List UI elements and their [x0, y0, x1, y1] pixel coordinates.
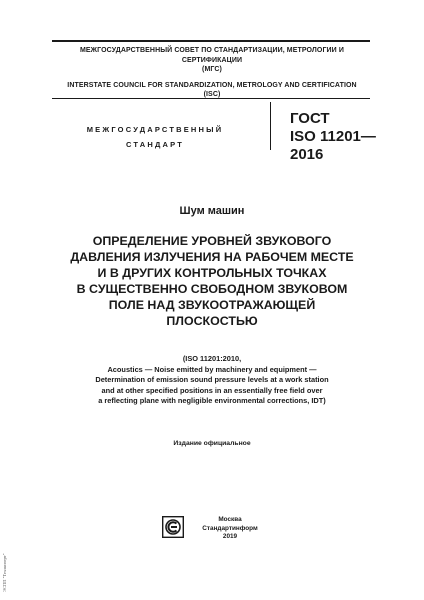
council-en: INTERSTATE COUNCIL FOR STANDARDIZATION, METROLOGY AND CERTIFICATION — [67, 81, 357, 89]
gost-line3: 2016 — [290, 146, 324, 163]
gost-line2: ISO 11201— — [290, 128, 376, 145]
standard-type-line2: СТАНДАРТ — [125, 140, 184, 149]
title-ru-line: ПОЛЕ НАД ЗВУКООТРАЖАЮЩЕЙ — [108, 298, 316, 312]
title-english — [40, 354, 384, 407]
council-header — [50, 46, 374, 100]
publisher-info — [200, 516, 260, 542]
title-russian — [50, 233, 374, 329]
title-ru-line: ПЛОСКОСТЬЮ — [166, 314, 258, 328]
title-ru-line: ДАВЛЕНИЯ ИЗЛУЧЕНИЯ НА РАБОЧЕМ МЕСТЕ — [70, 250, 354, 264]
publisher-name: Стандартинформ — [202, 524, 258, 532]
title-en-line: Determination of emission sound pressure levels at a work station — [95, 375, 329, 384]
top-rule — [52, 40, 370, 42]
gost-designation — [290, 110, 400, 164]
gost-line1: ГОСТ — [290, 110, 330, 127]
header-rule — [52, 98, 370, 99]
title-ru-line: ОПРЕДЕЛЕНИЕ УРОВНЕЙ ЗВУКОВОГО — [92, 234, 332, 248]
standard-type — [60, 122, 250, 152]
council-ru-abbr: (МГС) — [202, 66, 222, 73]
publisher-logo-icon — [162, 516, 184, 538]
title-ru-line: И В ДРУГИХ КОНТРОЛЬНЫХ ТОЧКАХ — [97, 266, 327, 280]
side-stamp: ЭСПП "Техэксперт" — [2, 553, 7, 592]
title-ru-line: В СУЩЕСТВЕННО СВОБОДНОМ ЗВУКОВОМ — [76, 282, 348, 296]
title-en-line: a reflecting plane with negligible environmental corrections, IDT) — [98, 396, 326, 405]
standard-type-line1: МЕЖГОСУДАРСТВЕННЫЙ — [86, 125, 224, 134]
divider-vertical — [270, 102, 271, 150]
publisher-year: 2019 — [222, 533, 238, 541]
subject-heading: Шум машин — [179, 205, 245, 217]
council-en-abbr: (ISC) — [203, 91, 221, 98]
council-ru: МЕЖГОСУДАРСТВЕННЫЙ СОВЕТ ПО СТАНДАРТИЗАЦИИ, МЕТРОЛОГИИ И СЕРТИФИКАЦИИ — [79, 47, 344, 64]
title-en-line: (ISO 11201:2010, — [182, 354, 242, 363]
edition-label: Издание официальное — [173, 440, 251, 447]
title-en-line: and at other specified positions in an essentially free field over — [101, 385, 323, 395]
title-en-line: Acoustics — Noise emitted by machinery and equipment — — [107, 364, 317, 374]
publisher-city: Москва — [218, 516, 242, 523]
